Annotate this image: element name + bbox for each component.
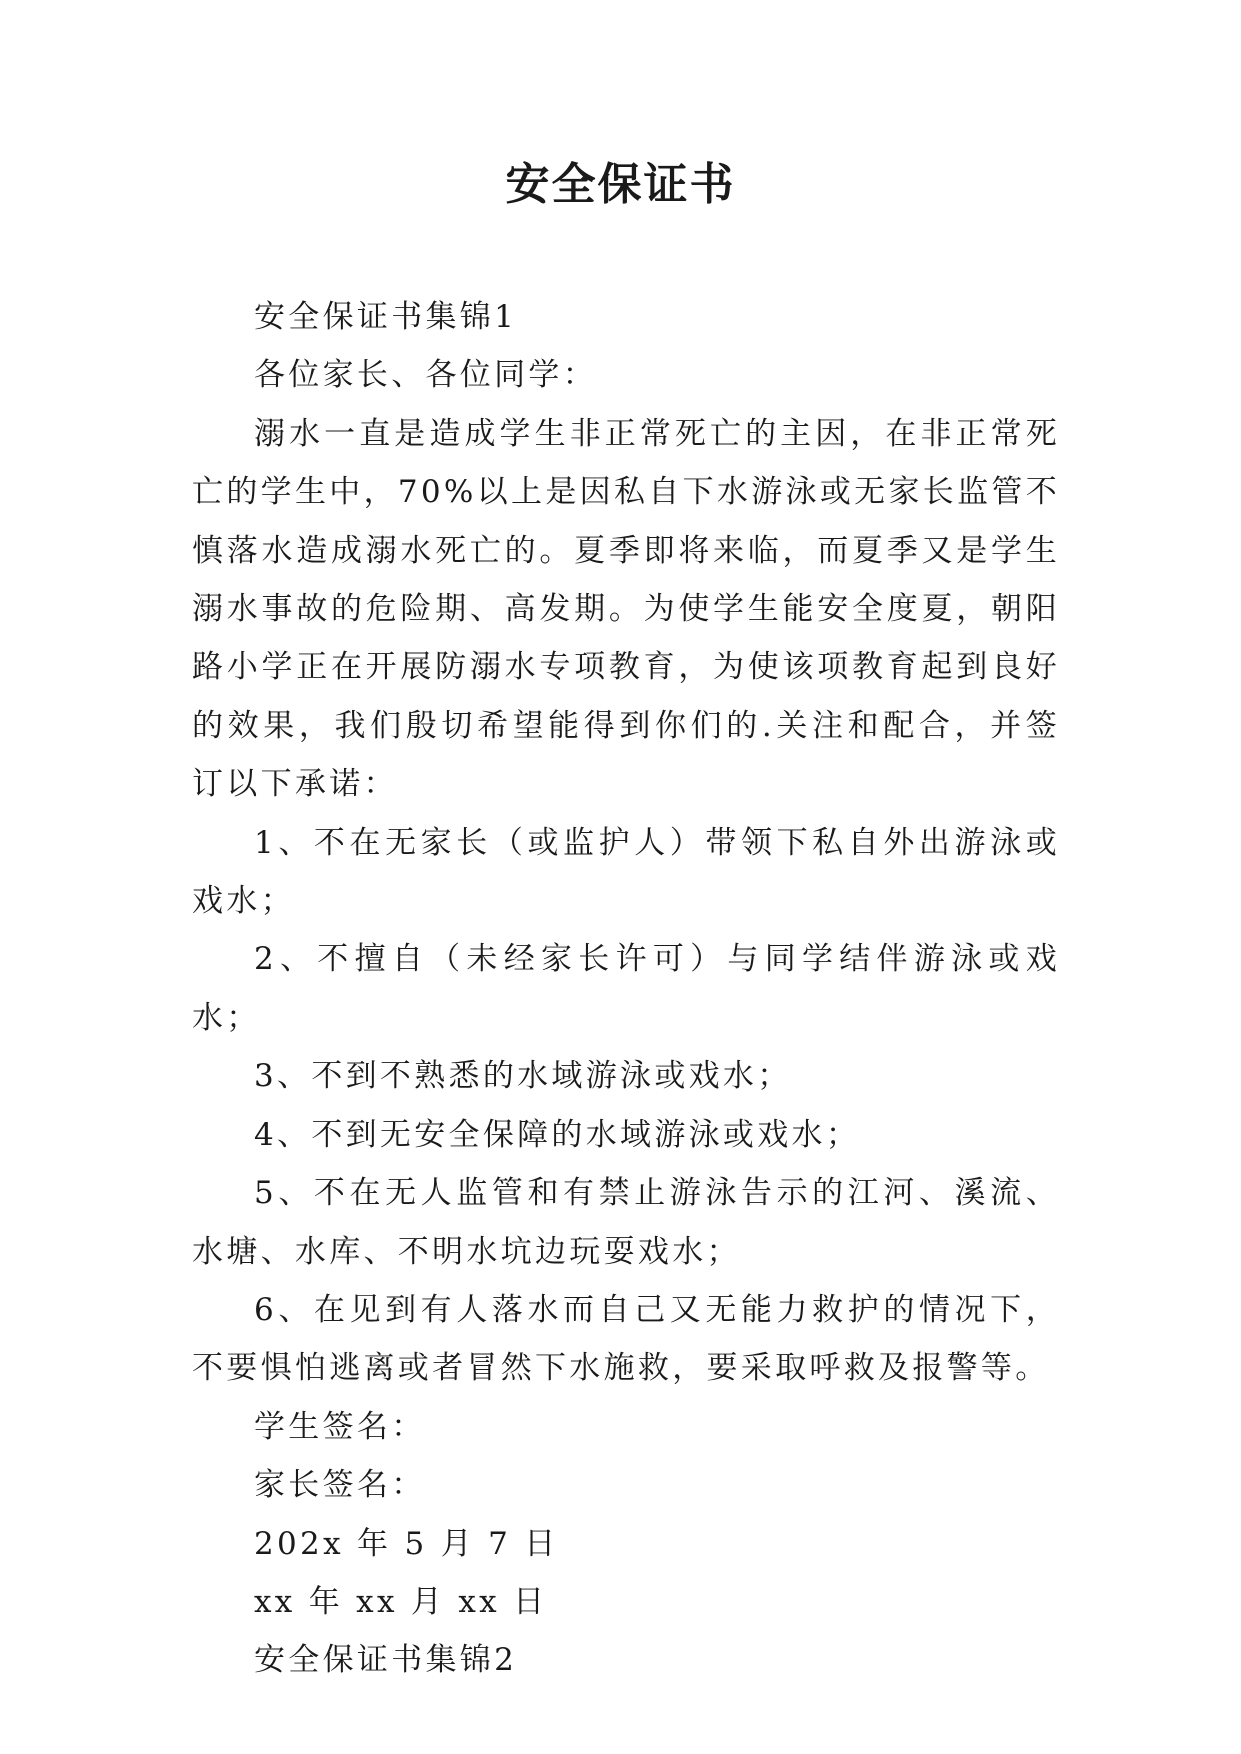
- parent-signature-line: 家长签名：: [254, 1467, 426, 1504]
- pledge-item-1: 1、不在无家长（或监护人）带领下私自外出游泳或戏水；: [192, 824, 1060, 920]
- student-signature-line: 学生签名：: [254, 1408, 426, 1445]
- pledge-item-5: 5、不在无人监管和有禁止游泳告示的江河、溪流、水塘、水库、不明水坑边玩耍戏水；: [192, 1175, 1060, 1270]
- pledge-item-3: 3、不到不熟悉的水域游泳或戏水；: [254, 1058, 792, 1095]
- section-heading-2: 安全保证书集锦2: [254, 1642, 518, 1679]
- document-body: [192, 288, 1060, 1690]
- date-placeholder-line: xx 年 xx 月 xx 日: [254, 1583, 548, 1620]
- pledge-item-6: 6、在见到有人落水而自己又无能力救护的情况下，不要惧怕逃离或者冒然下水施救，要采取呼救及报警等。: [192, 1291, 1060, 1387]
- intro-paragraph: 溺水一直是造成学生非正常死亡的主因，在非正常死亡的学生中，70%以上是因私自下水游泳或无家长监管不慎落水造成溺水死亡的。夏季即将来临，而夏季又是学生溺水事故的危险期、高发期。为使学生能安全度夏，朝阳路小学正在开展防溺水专项教育，为使该项教育起到良好的效果，我们殷切希望能得到你们的.关注和配合，并签订以下承诺：: [192, 415, 1060, 803]
- salutation: 各位家长、各位同学：: [254, 357, 597, 394]
- pledge-item-2: 2、不擅自（未经家长许可）与同学结伴游泳或戏水；: [192, 941, 1060, 1036]
- pledge-item-4: 4、不到无安全保障的水域游泳或戏水；: [254, 1116, 861, 1153]
- section-heading-1: 安全保证书集锦1: [254, 299, 518, 335]
- date-line: 202x 年 5 月 7 日: [254, 1525, 559, 1562]
- document-title: 安全保证书: [505, 159, 736, 210]
